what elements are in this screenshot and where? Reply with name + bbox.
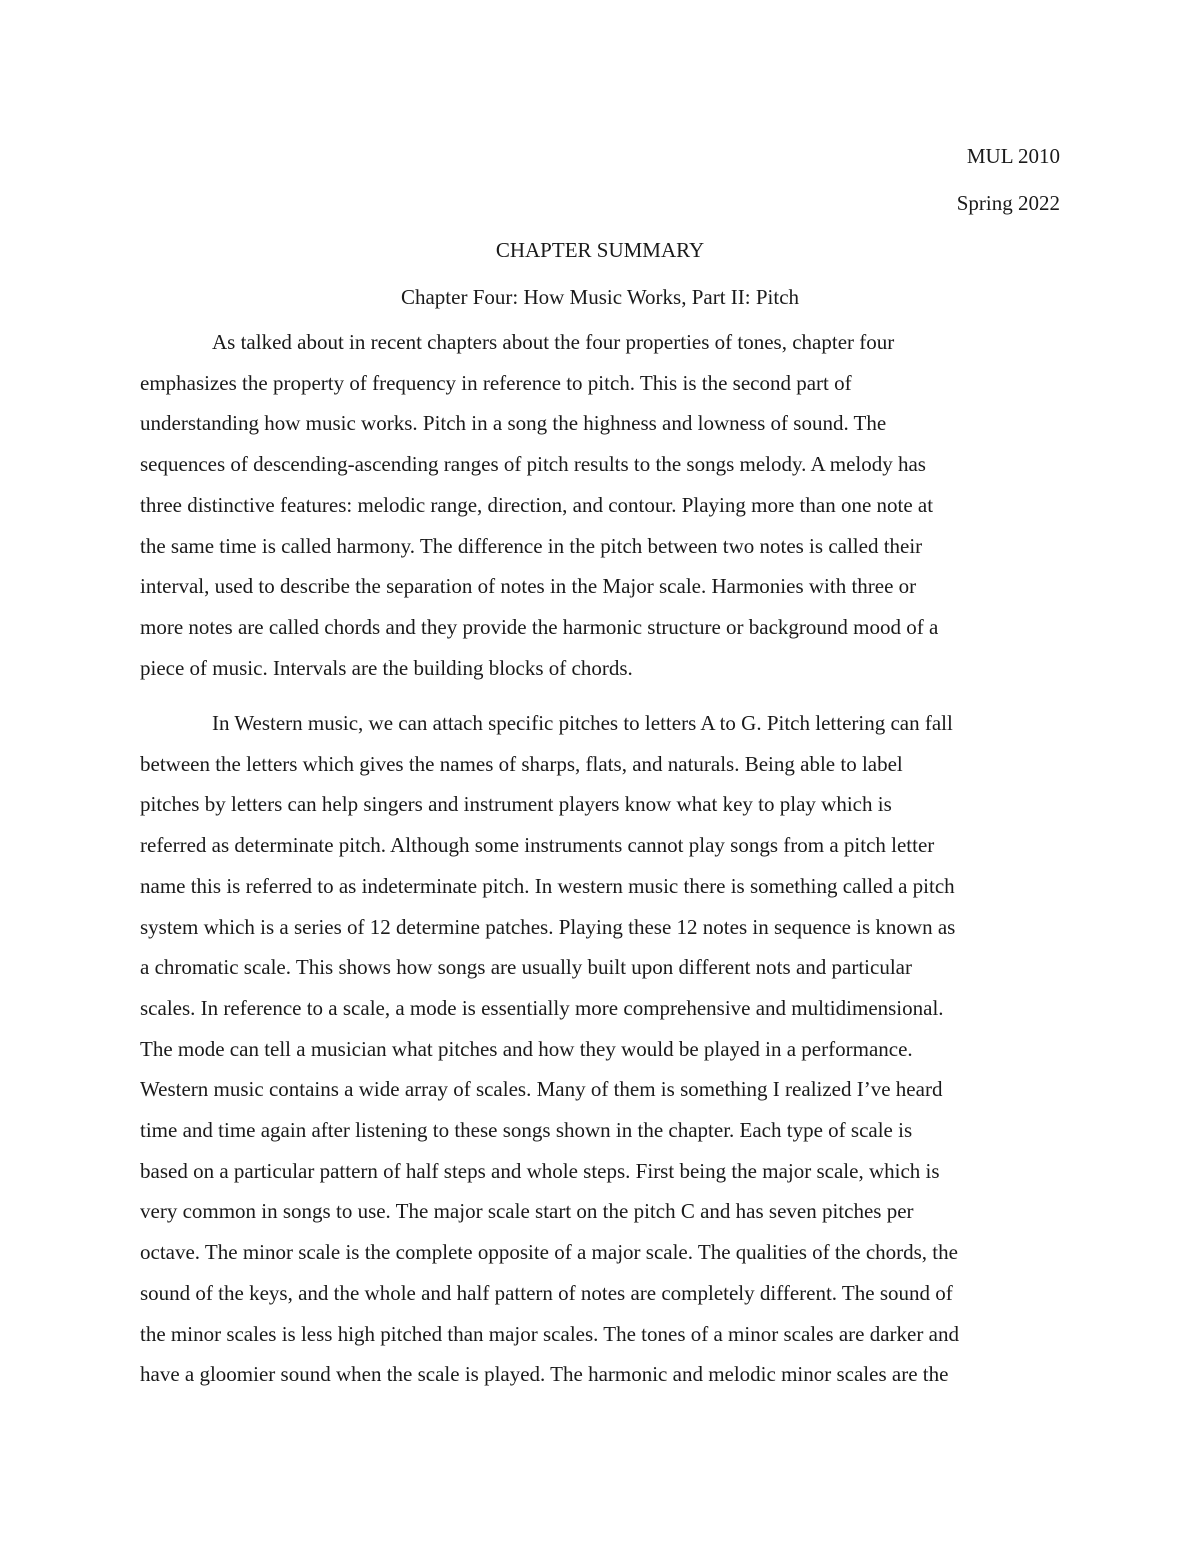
text-line: the same time is called harmony. The difference in the pitch between two notes is called their bbox=[140, 533, 923, 558]
text-line: very common in songs to use. The major scale start on the pitch C and has seven pitches per bbox=[140, 1199, 914, 1224]
text-line: based on a particular pattern of half steps and whole steps. First being the major scale, which is bbox=[140, 1158, 940, 1183]
text-line: pitches by letters can help singers and instrument players know what key to play which is bbox=[140, 792, 892, 817]
text-line: Western music contains a wide array of scales. Many of them is something I realized I’ve heard bbox=[140, 1077, 943, 1102]
text-line: a chromatic scale. This shows how songs are usually built upon different nots and particular bbox=[140, 955, 912, 980]
text-line: As talked about in recent chapters about the four properties of tones, chapter four bbox=[212, 330, 895, 354]
text-line: three distinctive features: melodic range, direction, and contour. Playing more than one note at bbox=[140, 492, 934, 517]
text-line: octave. The minor scale is the complete opposite of a major scale. The qualities of the chords, the bbox=[140, 1240, 958, 1265]
text-line: the minor scales is less high pitched than major scales. The tones of a minor scales are darker and bbox=[140, 1321, 959, 1346]
document-title: CHAPTER SUMMARY bbox=[495, 238, 705, 262]
text-line: have a gloomier sound when the scale is played. The harmonic and melodic minor scales are the bbox=[140, 1362, 949, 1387]
text-line: between the letters which gives the names of sharps, flats, and naturals. Being able to label bbox=[140, 751, 903, 776]
text-line: more notes are called chords and they provide the harmonic structure or background mood of a bbox=[140, 614, 939, 639]
text-line: understanding how music works. Pitch in a song the highness and lowness of sound. The bbox=[140, 411, 887, 436]
course-code: MUL 2010 bbox=[966, 144, 1060, 168]
text-line: interval, used to describe the separation of notes in the Major scale. Harmonies with three or bbox=[140, 574, 917, 599]
text-line: emphasizes the property of frequency in reference to pitch. This is the second part of bbox=[140, 370, 852, 395]
text-line: piece of music. Intervals are the building blocks of chords. bbox=[140, 655, 633, 680]
text-line: referred as determinate pitch. Although some instruments cannot play songs from a pitch letter bbox=[140, 833, 935, 858]
text-line: In Western music, we can attach specific pitches to letters A to G. Pitch lettering can fall bbox=[212, 711, 953, 735]
text-line: name this is referred to as indeterminate pitch. In western music there is something called a pitch bbox=[140, 873, 955, 898]
term: Spring 2022 bbox=[956, 191, 1060, 215]
text-line: time and time again after listening to these songs shown in the chapter. Each type of scale is bbox=[140, 1118, 913, 1142]
text-line: sequences of descending-ascending ranges of pitch results to the songs melody. A melody has bbox=[140, 452, 926, 477]
text-line: scales. In reference to a scale, a mode is essentially more comprehensive and multidimensional. bbox=[140, 995, 944, 1020]
text-line: The mode can tell a musician what pitches and how they would be played in a performance. bbox=[140, 1036, 913, 1061]
text-line: sound of the keys, and the whole and half pattern of notes are completely different. The sound of bbox=[140, 1280, 953, 1305]
text-line: system which is a series of 12 determine patches. Playing these 12 notes in sequence is known as bbox=[140, 914, 956, 939]
chapter-subtitle: Chapter Four: How Music Works, Part II: Pitch bbox=[400, 285, 800, 309]
